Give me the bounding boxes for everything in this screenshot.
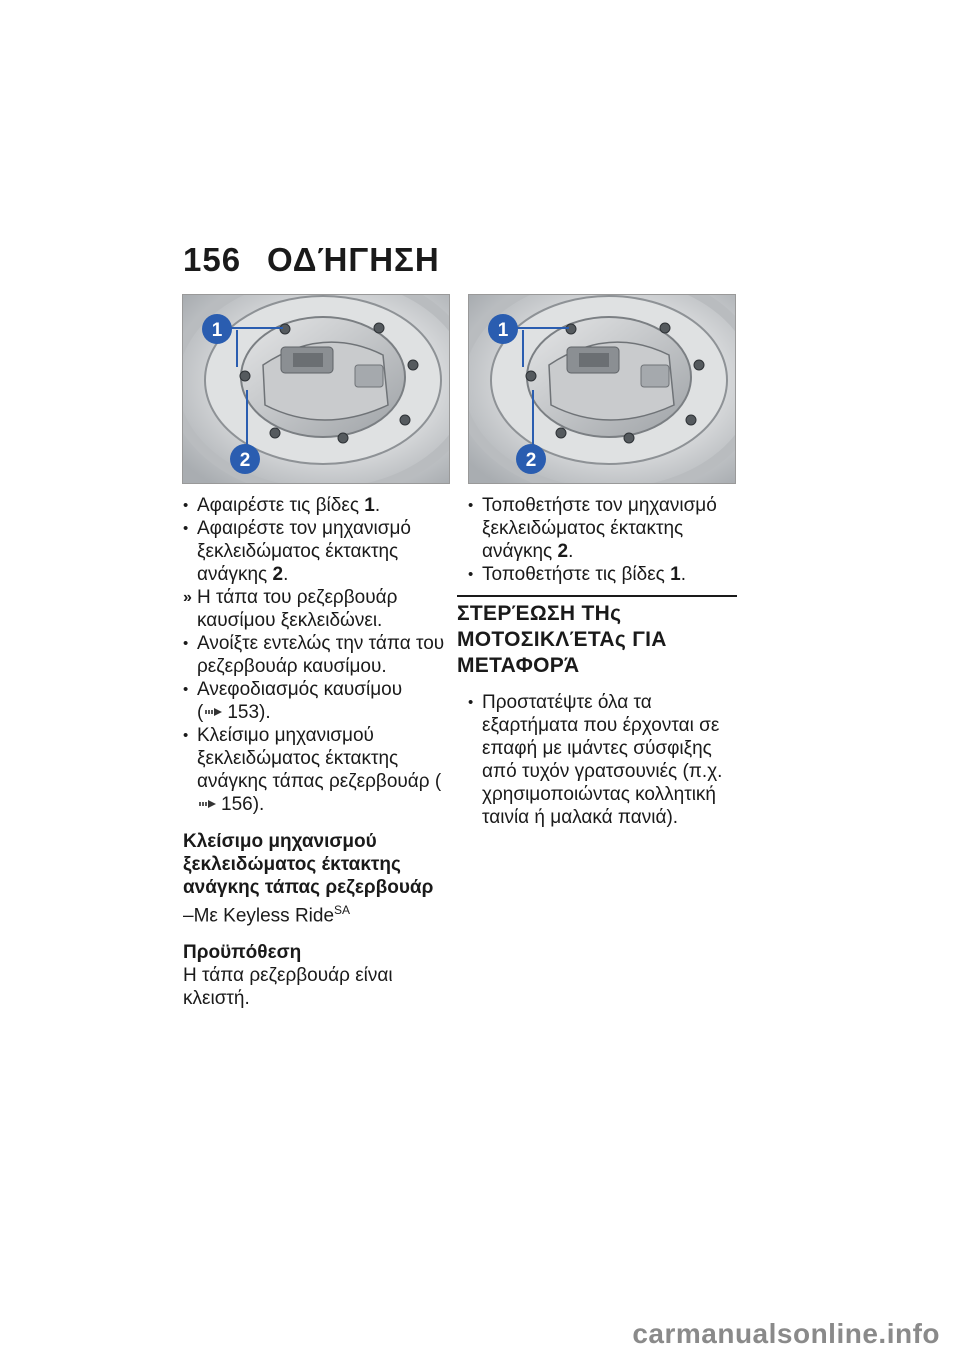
option-line [183,899,455,927]
paren: ( [197,702,204,723]
step-remove-screws [183,494,455,517]
step-tail: . [568,541,574,562]
step-install-screws [468,563,740,586]
prerequisite-text: Η τάπα ρεζερβουάρ είναι κλειστή. [183,965,393,1010]
page-number: 156 [183,241,242,278]
step-text: Αφαιρέστε τον μηχανισμό ξεκλειδώματος έκτακτης ανάγκης [197,518,411,585]
paren: ( [434,771,442,792]
step-open-cap [183,632,455,678]
step-text: Προστατέψτε όλα τα εξαρτήματα που έρχονται σε επαφή με ιμάντες σύσφιξης από τυχόν γρατσουνιές (π.χ. χρησιμοποιώντας κολλητική ταινία ή μαλακά πανιά). [482,692,723,828]
ref-number: 1 [364,495,375,516]
left-column [183,494,455,1010]
paren: ). [259,702,271,723]
chapter-title: ΟΔΉΓΗΣΗ [267,241,440,278]
step-text: Η τάπα του ρεζερβουάρ καυσίμου ξεκλειδώνει. [197,587,398,631]
right-column [468,494,740,586]
step-tail: . [680,564,686,585]
step-install-mechanism [468,494,740,563]
callout-2: 2 [239,450,251,471]
paren: ). [252,794,265,815]
ref-number: 1 [670,564,681,585]
bullet-marker: • [468,497,474,514]
step-text: Κλείσιμο μηχανισμού ξεκλειδώματος έκτακτης ανάγκης τάπας ρεζερβουάρ [197,725,430,792]
step-remove-mechanism [183,517,455,586]
bullet-marker: • [183,681,189,698]
step-tail: . [374,495,381,516]
step-text: Τοποθετήστε τον μηχανισμό ξεκλειδώματος έκτακτης ανάγκης [482,495,717,562]
bullet-marker: • [468,566,474,583]
ref-number: 2 [557,541,569,562]
page-ref-link[interactable]: 156 [221,794,253,815]
prerequisite-title: Προϋπόθεση [183,942,302,964]
section-title: ΣΤΕΡΈΩΣΗ ΤΗς ΜΟΤΟΣΙΚΛΈΤΑς ΓΙΑ ΜΕΤΑΦΟΡΆ [457,602,667,677]
option-text: –Με Keyless Ride [183,905,335,927]
watermark-logo: carmanualsonline.info [632,1318,940,1349]
bullet-marker: • [468,694,474,711]
bullet-marker: • [183,520,189,537]
callout-1: 1 [497,320,509,341]
section-divider [457,595,737,597]
step-text: Ανοίξτε εντελώς την τάπα του ρεζερβουάρ καυσίμου. [197,633,445,677]
result-marker: » [183,589,192,606]
page-header [183,241,440,279]
ref-number: 2 [272,564,284,585]
result-cap-unlocks [183,586,455,632]
step-text: Τοποθετήστε τις βίδες [482,564,671,585]
fuel-cap-photo-right [468,294,736,484]
callout-2: 2 [525,450,537,471]
step-protect-parts [468,691,740,829]
step-text: Ανεφοδιασμός καυσίμου [197,679,403,700]
transport-section [457,601,740,829]
page-ref-arrow-icon [205,702,225,716]
bullet-marker: • [183,727,189,744]
page-ref-link[interactable]: 153 [227,702,260,723]
step-refuel [183,678,455,724]
fuel-cap-photo-left [182,294,450,484]
step-close-mechanism [183,724,455,816]
bullet-marker: • [183,497,189,514]
step-text: Αφαιρέστε τις βίδες [197,495,365,516]
page-ref-arrow-icon [199,794,219,808]
option-sup: SA [334,903,351,917]
subsection-title: Κλείσιμο μηχανισμού ξεκλειδώματος έκτακτης ανάγκης τάπας ρεζερβουάρ [183,831,434,898]
callout-1: 1 [211,320,223,341]
bullet-marker: • [183,635,189,652]
step-tail: . [283,564,289,585]
